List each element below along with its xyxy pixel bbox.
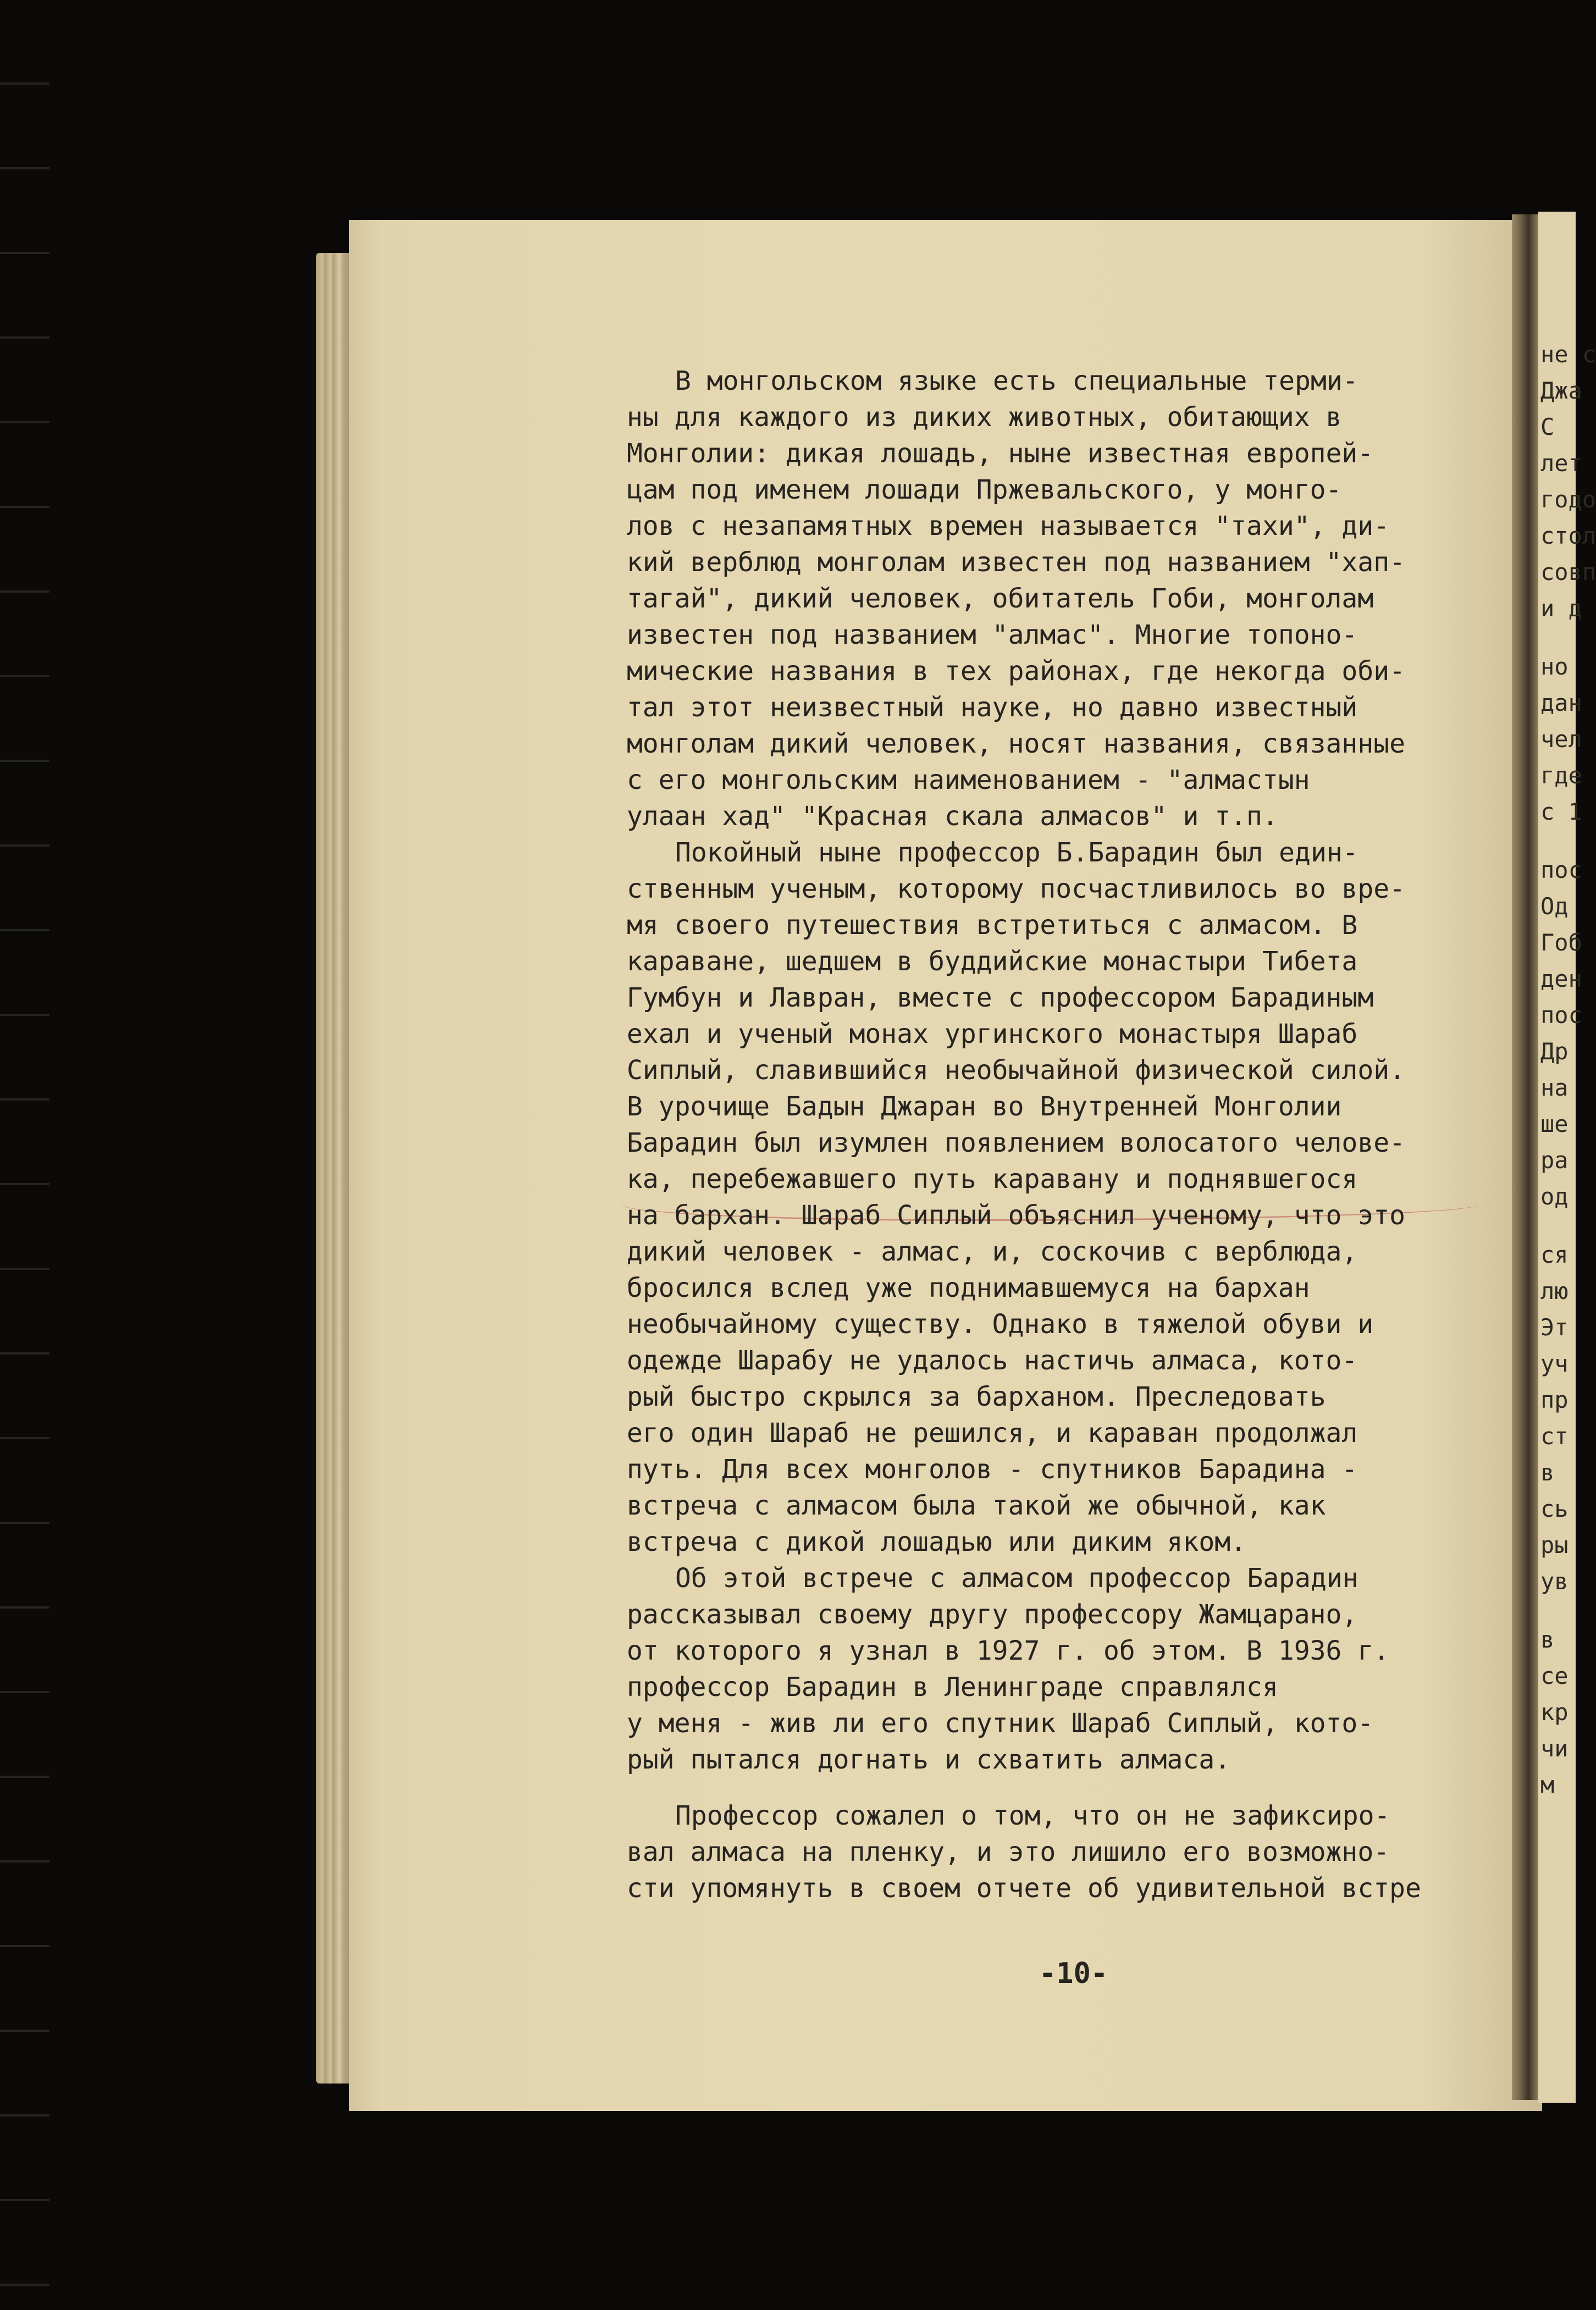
text-line: встреча с дикой лошадью или диким яком.: [627, 1527, 1247, 1557]
text-line: ка, перебежавшего путь каравану и поднявшегося: [627, 1164, 1358, 1195]
facing-page-fragment: м: [1540, 1771, 1555, 1798]
facing-page-fragment: на: [1540, 1074, 1569, 1101]
facing-page-fragment: ден: [1540, 965, 1582, 992]
paragraph: [627, 1798, 1512, 1906]
text-line: тал этот неизвестный науке, но давно известный: [627, 692, 1358, 723]
text-line: кий верблюд монголам известен под названием "хап-: [627, 547, 1406, 578]
facing-page-fragment: се: [1540, 1662, 1569, 1689]
text-line: тагай", дикий человек, обитатель Гоби, монголам: [627, 583, 1374, 614]
facing-page-fragment: но: [1540, 653, 1569, 680]
text-line: Покойный ныне профессор Б.Барадин был един-: [675, 837, 1358, 868]
facing-page: [1538, 212, 1596, 2103]
facing-page-fragment: уч: [1540, 1350, 1569, 1377]
facing-page-fragment: ув: [1540, 1568, 1569, 1595]
facing-page-fragment: сь: [1540, 1495, 1569, 1522]
facing-page-fragment: чи: [1540, 1735, 1569, 1762]
facing-page-fragment: и д: [1540, 595, 1582, 622]
text-line: профессор Барадин в Ленинграде справлялся: [627, 1672, 1278, 1703]
text-line: бросился вслед уже поднимавшемуся на бархан: [627, 1273, 1310, 1303]
facing-page-fragment: Эт: [1540, 1314, 1569, 1341]
book-gutter: [1512, 214, 1538, 2100]
facing-page-fragment: Од: [1540, 893, 1569, 920]
text-line: мические названия в тех районах, где некогда оби-: [627, 656, 1406, 687]
text-line: Сиплый, славившийся необычайной физической силой.: [627, 1055, 1406, 1086]
text-line: В монгольском языке есть специальные терми-: [675, 366, 1358, 396]
facing-page-fragment: ся: [1540, 1241, 1569, 1268]
text-line: цам под именем лошади Пржевальского, у монго-: [627, 474, 1342, 505]
facing-page-fragment: лет: [1540, 450, 1582, 477]
text-line: на бархан. Шараб Сиплый объяснил ученому, что это: [627, 1200, 1406, 1231]
text-line: дикий человек - алмас, и, соскочив с верблюда,: [627, 1236, 1358, 1267]
text-line: известен под названием "алмас". Многие топоно-: [627, 620, 1358, 650]
text-line: ехал и ученый монах ургинского монастыря Шараб: [627, 1019, 1358, 1049]
text-line: у меня - жив ли его спутник Шараб Сиплый, кото-: [627, 1708, 1374, 1739]
text-line: Барадин был изумлен появлением волосатого челове-: [627, 1128, 1406, 1158]
facing-page-fragment: ра: [1540, 1147, 1569, 1174]
facing-page-fragment: в: [1540, 1626, 1555, 1653]
text-line: улаан хад" "Красная скала алмасов" и т.п.: [627, 801, 1278, 832]
text-line: Профессор сожалел о том, что он не зафиксиро-: [675, 1800, 1390, 1831]
text-line: путь. Для всех монголов - спутников Барадина -: [627, 1454, 1358, 1485]
paragraph: [627, 835, 1512, 1560]
page-number: -10-: [1039, 1957, 1108, 1990]
text-line: необычайному существу. Однако в тяжелой обуви и: [627, 1309, 1374, 1340]
facing-page-fragment: ст: [1540, 1423, 1569, 1450]
text-line: рый пытался догнать и схватить алмаса.: [627, 1744, 1231, 1775]
text-line: сти упомянуть в своем отчете об удивительной встре: [627, 1873, 1421, 1904]
page-body: [627, 363, 1512, 1906]
facing-page-fragment: Гоб: [1540, 929, 1582, 956]
facing-page-fragment: од: [1540, 1183, 1569, 1210]
facing-page-fragment: где: [1540, 762, 1582, 789]
text-line: ны для каждого из диких животных, обитающих в: [627, 402, 1342, 433]
facing-page-fragment: с 1: [1540, 798, 1582, 825]
paragraph-gap: [627, 1778, 1512, 1798]
text-line: Об этой встрече с алмасом профессор Барадин: [675, 1563, 1358, 1594]
text-line: с его монгольским наименованием - "алмастын: [627, 765, 1310, 795]
facing-page-fragment: стол: [1540, 522, 1596, 549]
facing-page-fragment: пос: [1540, 1002, 1582, 1029]
facing-page-fragment: пос: [1540, 856, 1582, 883]
facing-page-fragment: Др: [1540, 1038, 1569, 1065]
facing-page-fragment: дан: [1540, 689, 1582, 716]
page-edges: [316, 253, 349, 2084]
text-line: ственным ученым, которому посчастливилось во вре-: [627, 874, 1406, 904]
text-line: от которого я узнал в 1927 г. об этом. В 1936 г.: [627, 1635, 1390, 1666]
facing-page-fragment: не с: [1540, 341, 1596, 368]
text-line: вал алмаса на пленку, и это лишило его возможно-: [627, 1837, 1390, 1867]
text-line: его один Шараб не решился, и караван продолжал: [627, 1418, 1358, 1449]
text-line: монголам дикий человек, носят названия, связанные: [627, 728, 1406, 759]
text-line: встреча с алмасом была такой же обычной, как: [627, 1490, 1326, 1521]
facing-page-fragment: пр: [1540, 1386, 1569, 1413]
facing-page-fragment: ры: [1540, 1532, 1569, 1559]
facing-page-fragment: кр: [1540, 1699, 1569, 1726]
paragraph: [627, 1560, 1512, 1778]
text-line: караване, шедшем в буддийские монастыри Тибета: [627, 946, 1358, 977]
text-line: Монголии: дикая лошадь, ныне известная европей-: [627, 438, 1374, 469]
scan-background-ticks: [0, 0, 49, 2310]
text-line: В урочище Бадын Джаран во Внутренней Монголии: [627, 1091, 1342, 1122]
facing-page-fragment: лю: [1540, 1278, 1569, 1305]
facing-page-fragment: С: [1540, 413, 1555, 440]
text-line: рассказывал своему другу профессору Жамцарано,: [627, 1599, 1358, 1630]
text-line: лов с незапамятных времен называется "тахи", ди-: [627, 511, 1390, 541]
text-line: одежде Шарабу не удалось настичь алмаса, кото-: [627, 1345, 1358, 1376]
facing-page-fragment: Джа: [1540, 377, 1582, 404]
facing-page-fragment: чел: [1540, 726, 1582, 753]
text-line: мя своего путешествия встретиться с алмасом. В: [627, 910, 1358, 941]
facing-page-fragment: в: [1540, 1459, 1555, 1486]
facing-page-fragment: годо: [1540, 486, 1596, 513]
facing-page-fragment: ше: [1540, 1110, 1569, 1137]
facing-page-fragment: совп: [1540, 559, 1596, 585]
text-line: рый быстро скрылся за барханом. Преследовать: [627, 1381, 1326, 1412]
text-line: Гумбун и Лавран, вместе с профессором Барадиным: [627, 982, 1374, 1013]
paragraph: [627, 363, 1512, 835]
